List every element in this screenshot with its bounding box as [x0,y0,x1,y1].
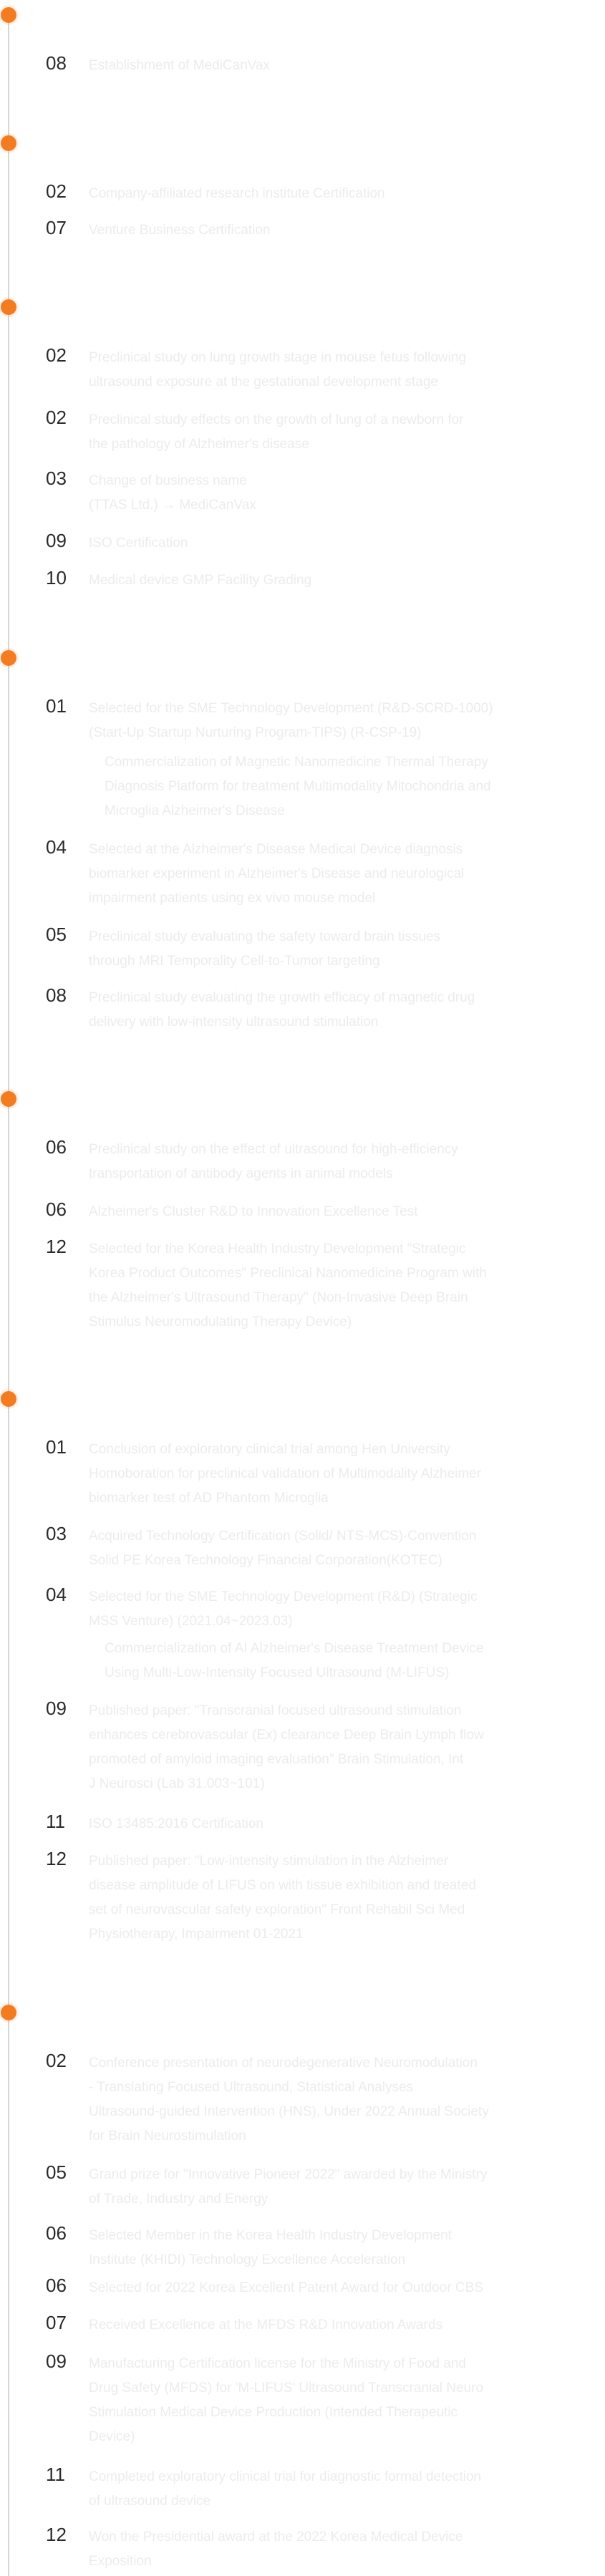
entry-text [89,986,590,1035]
entry-text [89,2051,590,2149]
entry-text [89,2276,590,2300]
entry-text-line: ultrasound exposure at the gestational development stage [89,374,438,389]
entry-text [89,697,590,745]
entry-text-line: Preclinical study on lung growth stage in mouse fetus following [89,350,467,365]
entry-month: 12 [46,2524,67,2545]
entry-text-line: Acquired Technology Certification (Solid/ NTS-MCS)-Convention [89,1529,477,1544]
entry-month: 08 [46,984,67,1006]
timeline-dot-icon [1,650,16,666]
entry-text [89,750,590,823]
entry-text-line: of ultrasound device [89,2494,211,2509]
entry-text-line: Microglia Alzheimer's Disease [105,803,285,818]
entry-text-line: for Brain Neurostimulation [89,2129,246,2144]
entry-text-line: Company-affiliated research institute Certification [89,186,385,201]
entry-text-line: Selected for the SME Technology Development (R&D-SCRD-1000) [89,701,493,716]
entry-text [89,1849,590,1947]
entry-text-line: Selected at the Alzheimer's Disease Medical Device diagnosis [89,842,463,857]
timeline-dot-icon [1,299,16,315]
entry-text-line: Medical device GMP Facility Grading [89,573,312,588]
entry-text [89,1237,590,1335]
entry-month: 03 [46,1523,67,1544]
entry-text-line: Received Excellence at the MFDS R&D Innovation Awards [89,2318,442,2333]
entry-text-line: Conclusion of exploratory clinical trial among Hen University [89,1442,450,1457]
entry-month: 01 [46,695,67,717]
entry-text-line: biomarker experiment in Alzheimer's Disease and neurological [89,866,465,881]
entry-text-line: Drug Safety (MFDS) for 'M-LIFUS' Ultrasound Transcranial Neuro [89,2381,484,2396]
entry-text [89,1699,590,1796]
entry-text [89,346,590,394]
entry-text-line: disease amplitude of LIFUS on with tissue exhibition and treated [89,1878,476,1893]
timeline-dot-icon [1,135,16,151]
entry-text-line: J Neurosci (Lab 31.003~101) [89,1776,265,1791]
entry-month: 05 [46,924,67,945]
entry-text-line: set of neurovascular safety exploration" Front Rehabil Sci Med [89,1902,465,1917]
entry-text-line: Conference presentation of neurodegenerative Neuromodulation [89,2056,478,2071]
entry-text-line: Preclinical study on the effect of ultrasound for high-efficiency [89,1142,458,1157]
entry-text-line: Selected for the Korea Health Industry Development "Strategic [89,1241,466,1256]
entry-text-line: Selected for 2022 Korea Excellent Patent Award for Outdoor CBS [89,2280,483,2295]
entry-text [89,1637,590,1685]
entry-text-line: delivery with low-intensity ultrasound stimulation [89,1015,379,1030]
entry-text-line: Selected for the SME Technology Development (R&D) (Strategic [89,1589,478,1604]
entry-month: 03 [46,468,67,489]
entry-text-line: Preclinical study evaluating the safety toward brain tissues [89,929,441,944]
entry-text-line: Change of business name [89,473,247,488]
entry-text [89,218,590,243]
entry-text [89,1138,590,1186]
entry-text-line: transportation of antibody agents in animal models [89,1166,393,1181]
entry-text-line: Establishment of MediCanVax [89,58,271,73]
timeline-dot-icon [1,2005,16,2020]
entry-text-line: Manufacturing Certification license for the Ministry of Food and [89,2356,466,2371]
entry-text [89,1200,590,1224]
entry-text-line: of Trade, Industry and Energy [89,2192,268,2207]
entry-month: 05 [46,2161,67,2183]
entry-month: 02 [46,344,67,366]
entry-month: 08 [46,52,67,74]
entry-month: 12 [46,1236,67,1257]
entry-text-line: Published paper: "Transcranial focused ultrasound stimulation [89,1703,462,1718]
entry-text [89,469,590,518]
entry-text-line: Physiotherapy, Impairment 01-2021 [89,1927,304,1942]
entry-text [89,2224,590,2272]
entry-text [89,568,590,593]
entry-text-line: biomarker test of AD Phantom Microglia [89,1491,329,1506]
entry-month: 02 [46,180,67,202]
entry-month: 02 [46,407,67,428]
entry-text-line: Solid PE Korea Technology Financial Corporation(KOTEC) [89,1553,442,1568]
entry-text [89,838,590,911]
entry-text-line: Diagnosis Platform for treatment Multimodality Mitochondria and [105,779,491,794]
entry-month: 02 [46,2050,67,2071]
entry-text [89,2525,590,2574]
entry-text-line: Preclinical study evaluating the growth efficacy of magnetic drug [89,990,475,1005]
entry-text-line: Device) [89,2429,135,2444]
entry-text [89,2163,590,2212]
entry-text-line: Commercialization of AI Alzheimer's Disease Treatment Device [105,1641,484,1656]
entry-text-line: Completed exploratory clinical trial for diagnostic formal detection [89,2469,482,2484]
entry-text-line: MSS Venture) (2021.04~2023.03) [89,1614,293,1629]
entry-text-line: Institute (KHIDI) Technology Excellence Acceleration [89,2252,406,2267]
entry-text [89,531,590,556]
entry-text [89,1812,590,1836]
entry-text-line: the pathology of Alzheimer's disease [89,437,309,452]
entry-month: 10 [46,567,67,589]
timeline-dot-icon [1,1091,16,1107]
entry-month: 01 [46,1436,67,1458]
entry-text-line: ISO 13485:2016 Certification [89,1816,263,1831]
entry-text-line: Preclinical study effects on the growth of lung of a newborn for [89,412,464,427]
entry-month: 12 [46,1848,67,1869]
entry-text-line: Alzheimer's Cluster R&D to Innovation Excellence Test [89,1204,418,1219]
entry-month: 06 [46,2275,67,2296]
entry-text [89,54,590,78]
entry-text-line: Grand prize for "Innovative Pioneer 2022" awarded by the Ministry [89,2167,488,2182]
entry-text [89,1438,590,1511]
entry-text-line: Stimulus Neuromodulating Therapy Device) [89,1314,352,1330]
entry-text-line: Homoboration for preclinical validation of Multimodality Alzheimer [89,1466,482,1481]
timeline-dot-icon [1,1391,16,1407]
entry-text-line: - Translating Focused Ultrasound, Statistical Analyses [89,2080,414,2095]
entry-text-line: Selected Member in the Korea Health Industry Development [89,2228,452,2243]
entry-text [89,2465,590,2514]
timeline-line [8,16,9,2576]
entry-text-line: Using Multi-Low-Intensity Focused Ultrasound (M-LIFUS) [105,1665,450,1680]
entry-text-line: impairment patients using ex vivo mouse model [89,891,376,906]
entry-text-line: enhances cerebrovascular (Ex) clearance Deep Brain Lymph flow [89,1728,484,1743]
entry-text-line: Stimulation Medical Device Production (Intended Therapeutic [89,2405,458,2420]
entry-text-line: Published paper: "Low-intensity stimulation in the Alzheimer [89,1854,449,1869]
entry-text [89,925,590,974]
entry-text-line: (TTAS Ltd.) → MediCanVax [89,498,256,513]
timeline-dot-icon [1,7,16,23]
entry-month: 09 [46,530,67,551]
entry-month: 04 [46,836,67,858]
entry-month: 07 [46,217,67,238]
entry-text-line: the Alzheimer's Ultrasound Therapy" (Non-Invasive Deep Brain [89,1290,468,1305]
entry-month: 11 [46,2464,65,2485]
entry-text-line: Won the Presidential award at the 2022 Korea Medical Device [89,2529,463,2544]
entry-month: 06 [46,2222,67,2244]
entry-text [89,408,590,457]
entry-month: 11 [46,1811,65,1832]
entry-month: 06 [46,1199,67,1220]
entry-month: 04 [46,1584,67,1605]
entry-text-line: ISO Certification [89,536,188,551]
entry-text [89,2313,590,2338]
entry-text-line: through MRI Temporality Cell-to-Tumor targeting [89,954,380,969]
entry-month: 09 [46,2350,67,2372]
entry-text-line: Ultrasound-guided Intervention (HNS), Under 2022 Annual Society [89,2104,489,2119]
entry-text-line: Exposition [89,2554,152,2569]
entry-text [89,182,590,206]
entry-month: 07 [46,2312,67,2333]
entry-text-line: Korea Product Outcomes" Preclinical Nanomedicine Program with [89,1266,487,1281]
entry-month: 06 [46,1136,67,1158]
entry-text-line: Commercialization of Magnetic Nanomedicine Thermal Therapy [105,755,488,770]
entry-month: 09 [46,1698,67,1719]
entry-text-line: Venture Business Certification [89,223,271,238]
entry-text-line: (Start-Up Startup Nurturing Program-TIPS) (R-CSP-19) [89,725,422,740]
entry-text [89,2352,590,2449]
entry-text [89,1585,590,1634]
entry-text-line: promoted of amyloid imaging evaluation" Brain Stimulation, Int [89,1752,464,1767]
entry-text [89,1524,590,1573]
